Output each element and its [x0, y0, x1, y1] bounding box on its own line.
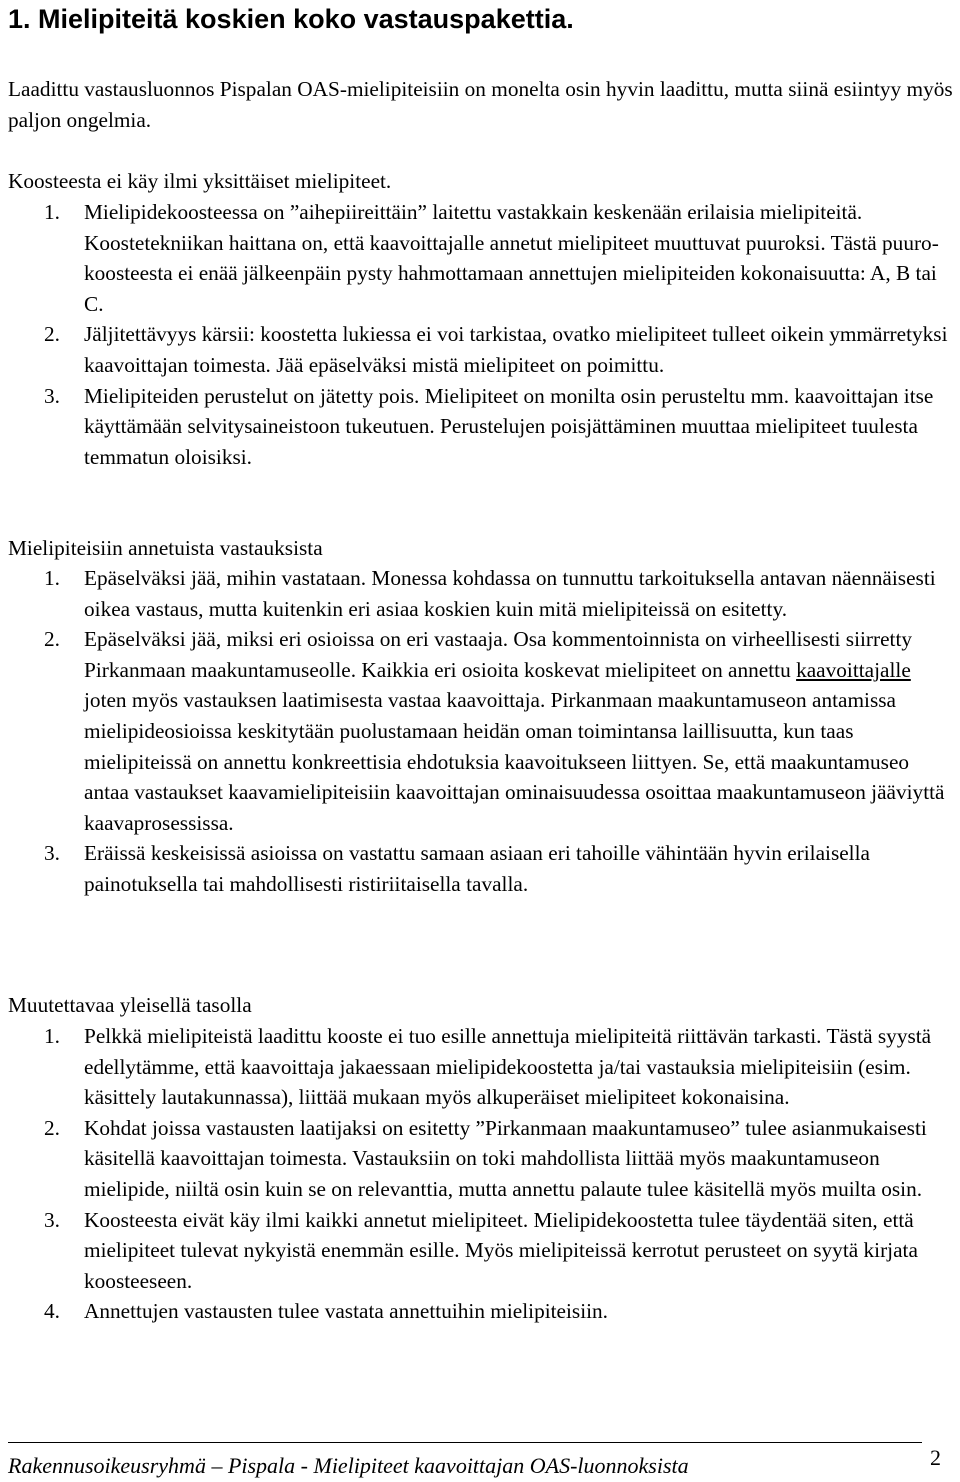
list-item-text [84, 624, 958, 838]
list-item-number: 1. [44, 1024, 60, 1048]
list-item [0, 1296, 960, 1327]
list-item-text: Mielipidekoosteessa on ”aihepiireittäin” laitettu vastakkain keskenään erilaisia mielipiteitä. Koostetekniikan haittana on, että kaavoittajalle annetut mielipiteet muuttuvat puuroksi. Tästä puuro-koosteesta ei enää jälkeenpäin pysty hahmottamaan annettujen mielipiteiden kokonaisuutta: A, B tai C. [84, 200, 939, 316]
list-item [0, 1021, 960, 1113]
list-item-number: 2. [44, 322, 60, 347]
list-item-text: Epäselväksi jää, mihin vastataan. Monessa kohdassa on tunnuttu tarkoituksella antavan näennäisesti oikea vastaus, mutta kuitenkin eri asiaa koskien kuin mitä mielipiteissä on esitetty. [84, 566, 936, 621]
list-item-text-part: joten myös vastauksen laatimisesta vastaa kaavoittaja. Pirkanmaan maakuntamuseon antamissa mielipideosioissa keskitytään puolustamaan heidän oman toimintansa laillisuutta, kun taas mielipiteissä on annettu konkreettisia ehdotuksia kaavoitukseen liittyen. Se, että maakuntamuseo antaa vastaukset kaavamielipiteisiin kaavoittajan ominaisuudessa osoittaa maakuntamuseon jääviyttä kaavaprosessissa. [84, 688, 945, 835]
section1-lead: Koosteesta ei käy ilmi yksittäiset mielipiteet. [8, 169, 392, 193]
list-item-text: Mielipiteiden perustelut on jätetty pois. Mielipiteet on monilta osin perusteltu mm. kaavoittajan itse käyttämään selvitysaineistoon tukeutuen. Perustelujen poisjättäminen muuttaa mielipiteet tuulesta temmatun oloisiksi. [84, 383, 934, 469]
list-item-number: 2. [44, 627, 60, 652]
list-item [0, 319, 960, 380]
list-item-number: 2. [44, 1115, 60, 1140]
list-item-number: 3. [44, 383, 60, 408]
footer-divider [8, 1442, 922, 1443]
list-item [0, 1113, 960, 1205]
intro-paragraph: Laadittu vastausluonnos Pispalan OAS-mielipiteisiin on monelta osin hyvin laadittu, mutta siinä esiintyy myös paljon ongelmia. [8, 77, 953, 132]
list-item-number: 1. [44, 566, 60, 590]
list-item-number: 1. [44, 200, 60, 224]
list-item [0, 197, 960, 319]
list-item [0, 838, 960, 899]
page-number: 2 [930, 1445, 941, 1470]
section3-lead: Muutettavaa yleisellä tasolla [8, 993, 252, 1017]
section2-list [0, 563, 960, 900]
footer-text: Rakennusoikeusryhmä – Pispala - Mielipiteet kaavoittajan OAS-luonnoksista [8, 1453, 689, 1478]
page-heading: 1. Mielipiteitä koskien koko vastauspakettia. [8, 4, 574, 34]
underlined-word: kaavoittajalle [796, 657, 911, 682]
list-item-number: 3. [44, 1207, 60, 1232]
list-item [0, 563, 960, 624]
list-item-number: 3. [44, 841, 60, 866]
list-item-text: Annettujen vastausten tulee vastata annettuihin mielipiteisiin. [84, 1299, 609, 1324]
list-item-text: Koosteesta eivät käy ilmi kaikki annetut mielipiteet. Mielipidekoostetta tulee täydentää siten, että mielipiteet tulevat nykyistä enemmän esille. Myös mielipiteissä kerrotut perusteet on syytä kirjata koosteeseen. [84, 1207, 918, 1293]
list-item-text: Eräissä keskeisissä asioissa on vastattu samaan asiaan eri tahoille vähintään hyvin erilaisella painotuksella tai mahdollisesti ristiriitaisella tavalla. [84, 841, 870, 896]
list-item [0, 1205, 960, 1297]
list-item-text: Kohdat joissa vastausten laatijaksi on esitetty ”Pirkanmaan maakuntamuseo” tulee asianmukaisesti käsitellä kaavoittajan toimesta. Vastauksiin on toki mahdollista liittää myös maakuntamuseon mielipide, niiltä osin kuin se on relevanttia, mutta annettu palaute tulee käsitellä myös muilta osin. [84, 1115, 927, 1201]
list-item-number: 4. [44, 1299, 60, 1324]
list-item-text: Pelkkä mielipiteistä laadittu kooste ei tuo esille annettuja mielipiteitä riittävän tarkasti. Tästä syystä edellytämme, että kaavoittaja jakaessaan mielipidekoostetta ja/tai vastauksia mielipiteisiin (esim. käsittely lautakunnassa), liittää mukaan myös alkuperäiset mielipiteet kokonaisina. [84, 1024, 932, 1110]
list-item [0, 624, 960, 838]
section2-lead: Mielipiteisiin annetuista vastauksista [8, 536, 323, 560]
list-item-text-part: Epäselväksi jää, miksi eri osioissa on eri vastaaja. Osa kommentoinnista on virheellisesti siirretty Pirkanmaan maakuntamuseolle. Kaikkia eri osioita koskevat mielipiteet on annettu [84, 627, 913, 682]
section3-list [0, 1021, 960, 1327]
section1-list [0, 197, 960, 472]
list-item-text: Jäljitettävyys kärsii: koostetta lukiessa ei voi tarkistaa, ovatko mielipiteet tulleet oikein ymmärretyksi kaavoittajan toimesta. Jää epäselväksi mistä mielipiteet on poimittu. [84, 322, 948, 377]
list-item [0, 381, 960, 473]
